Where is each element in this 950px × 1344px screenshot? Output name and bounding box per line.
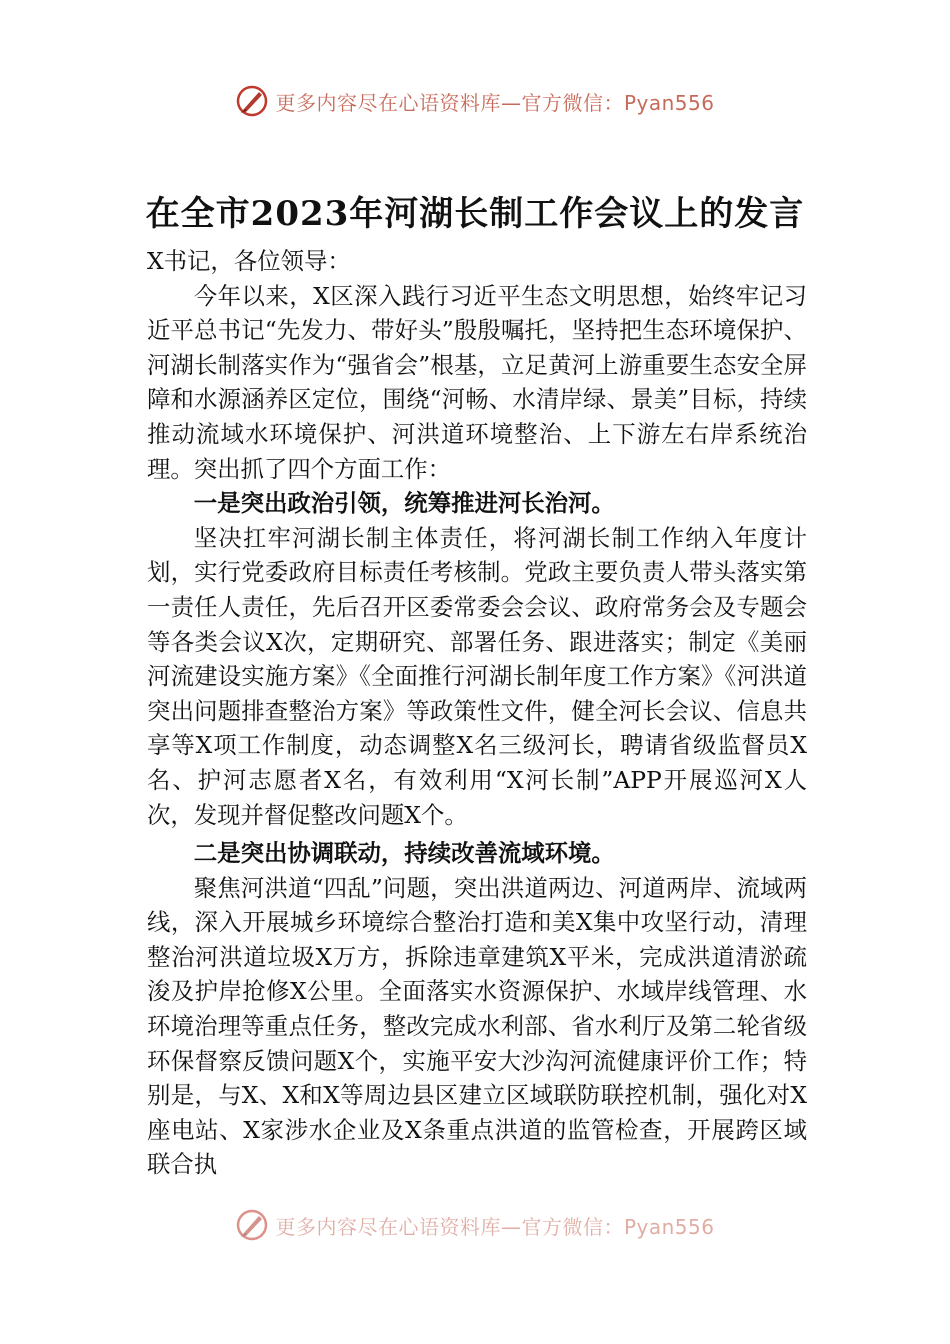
document-title: 在全市2023年河湖长制工作会议上的发言 [145, 194, 805, 234]
paragraph-intro: 今年以来，X区深入践行习近平生态文明思想，始终牢记习近平总书记“先发力、带好头”殷殷嘱托，坚持把生态环境保护、河湖长制落实作为“强省会”根基，立足黄河上游重要生态安全屏障和水源涵养区定位，围绕“河畅、水清岸绿、景美”目标，持续推动流域水环境保护、河洪道环境整治、上下游左右岸系统治理。突出抓了四个方面工作： [147, 281, 807, 483]
watermark-text: 更多内容尽在心语资料库—官方微信：Pyan556 [275, 90, 715, 115]
section-heading-1: 一是突出政治引领，统筹推进河长治河。 [193, 489, 615, 518]
paragraph-section-2: 聚焦河洪道“四乱”问题，突出洪道两边、河道两岸、流域两线，深入开展城乡环境综合整治打造和美X集中攻坚行动，清理整治河洪道垃圾X万方，拆除违章建筑X平米，完成洪道清淤疏浚及护岸抢修X公里。全面落实水资源保护、水域岸线管理、水环境治理等重点任务，整改完成水利部、省水利厅及第二轮省级环保督察反馈问题X个，实施平安大沙沟河流健康评价工作；特别是，与X、X和X等周边县区建立区域联防联控机制，强化对X座电站、X家涉水企业及X条重点洪道的监管检查，开展跨区域联合执 [147, 873, 807, 1179]
section-heading-2: 二是突出协调联动，持续改善流域环境。 [193, 839, 615, 868]
watermark-footer [0, 1208, 950, 1242]
salutation: X书记，各位领导： [147, 247, 351, 275]
watermark-header [0, 84, 950, 118]
pen-seal-icon [235, 84, 269, 118]
pen-seal-icon [235, 1208, 269, 1242]
paragraph-section-1: 坚决扛牢河湖长制主体责任，将河湖长制工作纳入年度计划，实行党委政府目标责任考核制。党政主要负责人带头落实第一责任人责任，先后召开区委常委会会议、政府常务会及专题会等各类会议X次，定期研究、部署任务、跟进落实；制定《美丽河流建设实施方案》《全面推行河湖长制年度工作方案》《河洪道突出问题排查整治方案》等政策性文件，健全河长会议、信息共享等X项工作制度，动态调整X名三级河长，聘请省级监督员X名、护河志愿者X名，有效利用“X河长制”APP开展巡河X人次，发现并督促整改问题X个。 [147, 523, 807, 829]
watermark-text: 更多内容尽在心语资料库—官方微信：Pyan556 [275, 1214, 715, 1239]
document-body [147, 244, 807, 1182]
